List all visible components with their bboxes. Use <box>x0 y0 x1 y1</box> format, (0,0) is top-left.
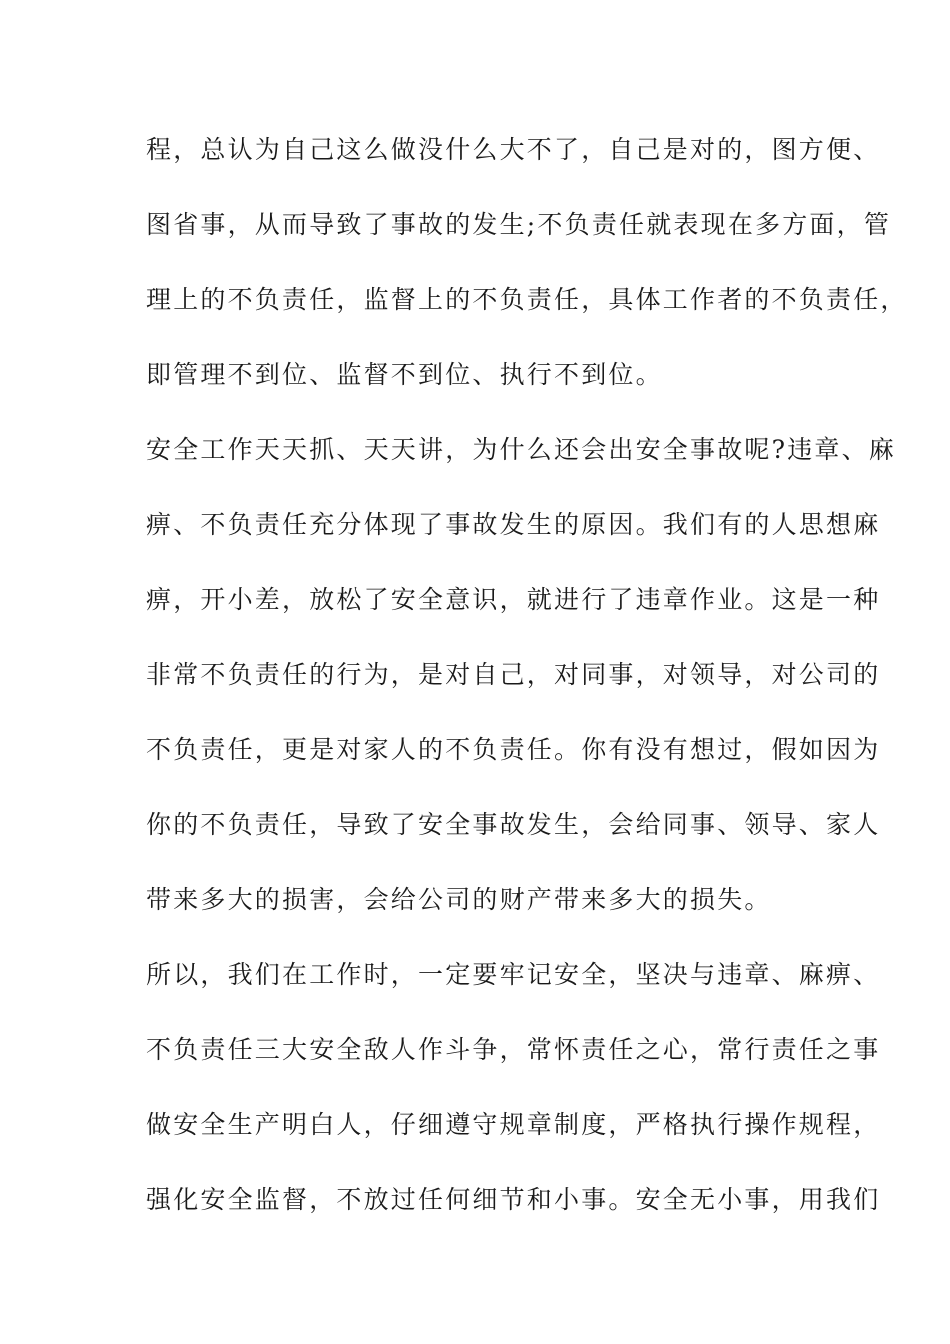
text-line: 带来多大的损害，会给公司的财产带来多大的损失。 <box>146 885 772 914</box>
text-line: 非常不负责任的行为，是对自己，对同事，对领导，对公司的 <box>146 660 881 689</box>
text-line: 图省事，从而导致了事故的发生;不负责任就表现在多方面，管 <box>146 210 892 239</box>
text-line: 安全工作天天抓、天天讲，为什么还会出安全事故呢?违章、麻 <box>146 435 897 464</box>
text-line: 痹，开小差，放松了安全意识，就进行了违章作业。这是一种 <box>146 585 881 614</box>
text-line: 理上的不负责任，监督上的不负责任，具体工作者的不负责任， <box>146 285 908 314</box>
text-line: 你的不负责任，导致了安全事故发生，会给同事、领导、家人 <box>146 810 881 839</box>
text-line: 不负责任，更是对家人的不负责任。你有没有想过，假如因为 <box>146 735 881 764</box>
text-line: 痹、不负责任充分体现了事故发生的原因。我们有的人思想麻 <box>146 510 881 539</box>
text-line: 程，总认为自己这么做没什么大不了，自己是对的，图方便、 <box>146 135 881 164</box>
text-line: 即管理不到位、监督不到位、执行不到位。 <box>146 360 663 389</box>
text-line: 所以，我们在工作时，一定要牢记安全，坚决与违章、麻痹、 <box>146 960 881 989</box>
text-line: 强化安全监督，不放过任何细节和小事。安全无小事，用我们 <box>146 1185 881 1214</box>
text-line: 不负责任三大安全敌人作斗争，常怀责任之心，常行责任之事 <box>146 1035 881 1064</box>
text-line: 做安全生产明白人，仔细遵守规章制度，严格执行操作规程， <box>146 1110 881 1139</box>
